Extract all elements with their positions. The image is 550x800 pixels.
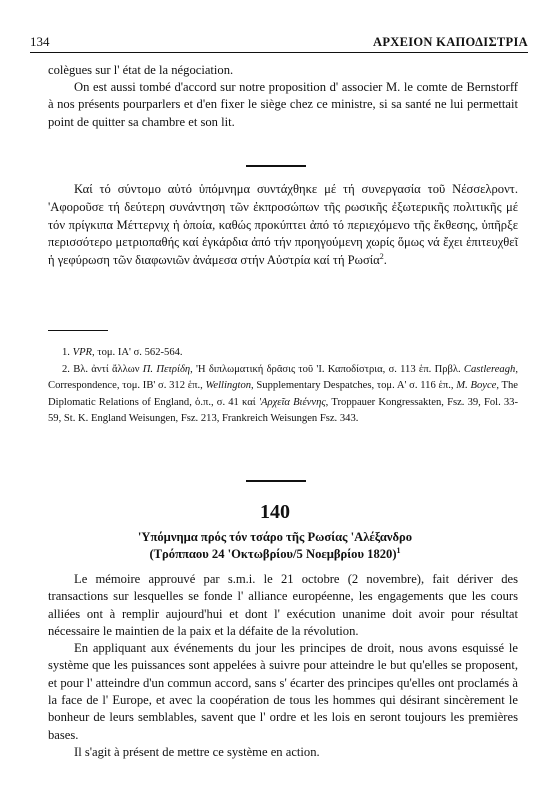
footnote-2-text-f: , Troppauer Kongressakten, Fsz. 39, Fol. 33-59, St. K. England Weisungen, Fsz. 213, Frankreich Weisungen Fsz. 343. [48,396,518,424]
document-number: 140 [260,501,290,523]
greek-commentary-text: Καί τό σύντομο αὐτό ὑπόμνημα συντάχθηκε μέ τή συνεργασία τοῦ Νέσσελροντ. 'Αφοροῦσε τή δεύτερη συνάντηση τῶν ἐκπροσώπων τῆς ρωσικῆς ἐξωτερικῆς πολιτικῆς μέ τόν πρίγκιπα Μέττερνιχ ἡ ὁποία, καθώς προκύπτει ἀπό τό περιεχόμενο τῆς ἔκθεσης, ὑπῆρξε περισσότερο μετριοπαθής καί ἐγκάρδια ἀπό τήν προηγούμενη χωρίς ὅμως νά ἔχει ἐπιτευχθεῖ ἡ γεφύρωση τῶν διαφωνιῶν ἀνάμεσα στήν Αὐστρία καί τή Ρωσία [48,182,518,268]
french-continuation [48,62,518,131]
footnote-2-author-1: Π. Πετρίδη [142,363,191,375]
footnote-2-text-a: Βλ. ἀντί ἄλλων [73,363,143,375]
section-separator [246,165,306,167]
greek-commentary-paragraph: Καί τό σύντομο αὐτό ὑπόμνημα συντάχθηκε μέ τή συνεργασία τοῦ Νέσσελροντ. 'Αφοροῦσε τή δεύτερη συνάντηση τῶν ἐκπροσώπων τῆς ρωσικῆς ἐξωτερικῆς πολιτικῆς μέ τόν πρίγκιπα Μέττερνιχ ἡ ὁποία, καθώς προκύπτει ἀπό τό περιεχόμενο τῆς ἔκθεσης, ὑπῆρξε περισσότερο μετριοπαθής καί ἐγκάρδια ἀπό τήν προηγούμενη χωρίς ὅμως νά ἔχει ἐπιτευχθεῖ ἡ γεφύρωση τῶν διαφωνιῶν ἀνάμεσα στήν Αὐστρία καί τή Ρωσία$^2$. [48,182,518,268]
document-title-line-1: 'Υπόμνημα πρός τόν τσάρο τῆς Ρωσίας 'Αλέξανδρο [137,530,413,544]
title-footnote-mark: 1 [396,545,401,555]
body-paragraph-1: Le mémoire approuvé par s.m.i. le 21 octobre (2 novembre), fait dériver des transactions sur lesquelles se fonde l' alliance européenne, les engagements que les cours alliées ont à remplir aujourd'hui et dont l' exécution unanime doit avoir pour résultat nécessaire le maintien de la paix et la défaite de la révolution. [48,572,518,638]
footnote-2-author-3: Wellington [205,380,252,391]
french-continuation-line: colègues sur l' état de la négociation. [48,63,234,77]
page-header [30,30,528,50]
body-paragraph-3: Il s'agit à présent de mettre ce système en action. [74,744,320,759]
footnote-2-author-2: Castlereagh [463,363,516,375]
body-paragraph-2: En appliquant aux événements du jour les principes de droit, nous avons esquissé le système que les puissances sont appelées à suivre pour atteindre le but qu'elles se proposent, et pour l' atteindre d'un commun accord, sans s' écarter des principes qu'elles ont proclamés à la face de l' Europe, et avec la coopération de tous les hommes qui désirant sincèrement le bonheur de leurs semblables, savent que l' ordre et les lois en seront toujours les premières bases. [48,641,518,742]
footnote-2-text-d: , Supplementary Despatches, τομ. Α' σ. 116 ἑπ., [251,380,457,391]
section-separator [246,480,306,482]
footnote-2-text-c: , Correspondence, τομ. ΙΒ' σ. 312 ἑπ., [48,363,518,391]
footnotes [48,345,518,428]
header-rule [30,52,528,53]
footnote-1-number: 1. [62,347,70,358]
footnote-2-text-e: , The Diplomatic Relations of England, ὁ.π., σ. 41 καί [48,380,519,408]
footnote-1 [48,345,518,362]
greek-commentary [48,181,518,270]
french-continuation-paragraph: On est aussi tombé d'accord sur notre proposition d' associer M. le comte de Bernstorff à nos présents pourparlers et d'en fixer le siège chez ce ministre, si sa santé ne lui permettait point de quitter sa chambre et son lit. [48,80,518,129]
document-date: (Τρόππαου 24 'Οκτωβρίου/5 Νοεμβρίου 1820) [149,547,397,561]
page-number: 134 [30,34,50,49]
footnote-1-ref: VPR [72,347,93,358]
footnote-rule [48,330,108,331]
document-title-line-2 [0,547,550,562]
footnote-2-text-b: , 'Η διπλωματική δρᾶσις τοῦ 'Ι. Καποδίστρια, σ. 113 ἑπ. Πρβλ. [190,363,464,375]
footnote-2-author-4: M. Boyce [456,380,497,391]
footnote-2 [48,362,518,428]
footnote-2-number: 2. [62,363,70,375]
footnote-2-archive: 'Αρχεῖα Βιέννης [258,396,326,408]
document-body [48,571,518,761]
running-title: ΑΡΧΕΙΟΝ ΚΑΠΟΔΙΣΤΡΙΑ [373,35,528,49]
footnote-1-text: , τομ. ΙΑ' σ. 562-564. [92,347,183,358]
footnote-mark: 2 [379,252,384,261]
